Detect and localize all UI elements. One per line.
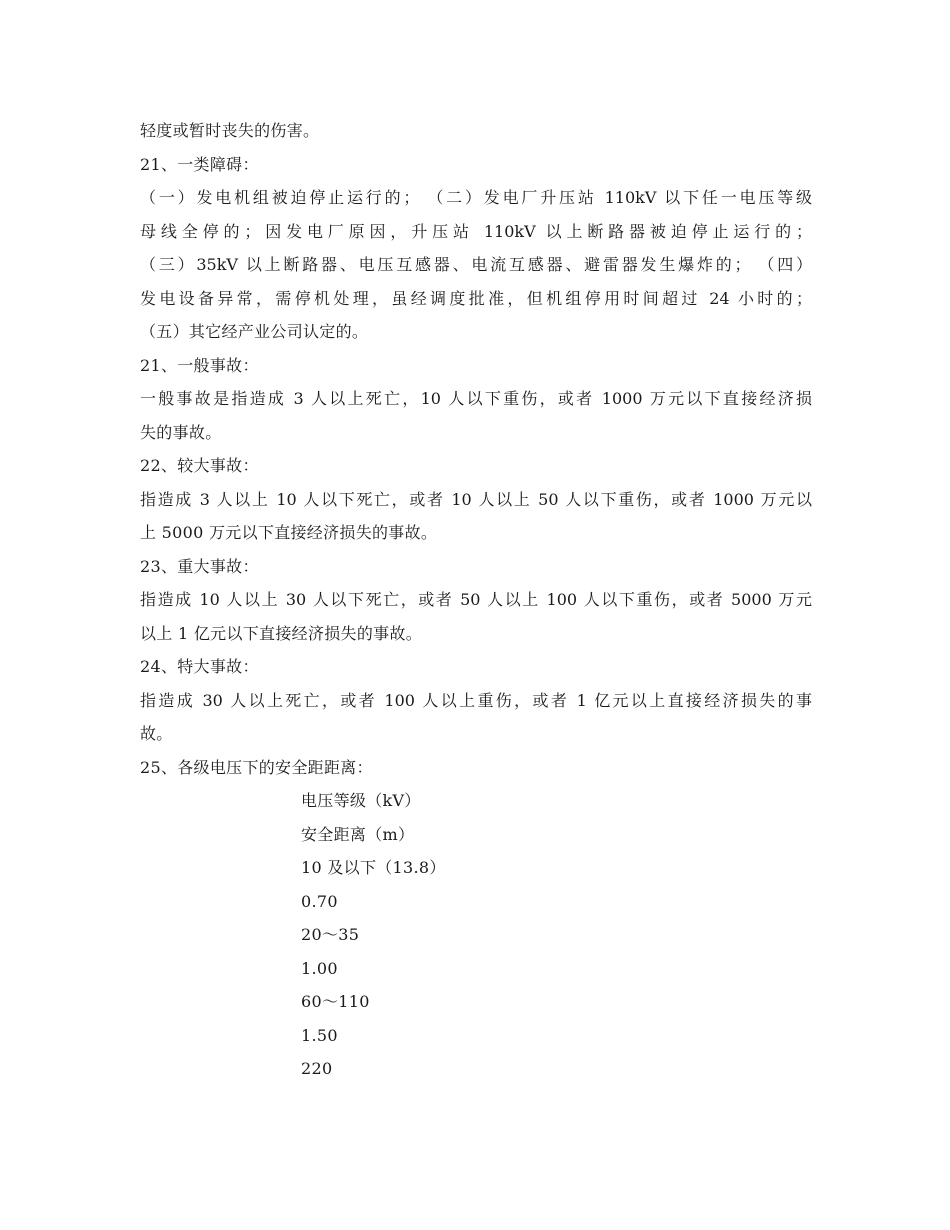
paragraph-line: 失的事故。 bbox=[140, 422, 222, 442]
section-heading: 22、较大事故： bbox=[140, 456, 259, 475]
section-heading: 21、一般事故： bbox=[140, 355, 259, 375]
paragraph-line: 一般事故是指造成 3 人以上死亡，10 人以下重伤，或者 1000 万元以下直接经济损 bbox=[140, 389, 812, 408]
section-heading: 24、特大事故： bbox=[140, 657, 259, 676]
paragraph-line: 以上 1 亿元以下直接经济损失的事故。 bbox=[140, 623, 423, 643]
paragraph-line: 发电设备异常，需停机处理，虽经调度批准，但机组停用时间超过 24 小时的； bbox=[140, 288, 812, 308]
paragraph-line: 故。 bbox=[140, 724, 173, 743]
table-cell: 60～110 bbox=[301, 992, 370, 1011]
paragraph-line: （三）35kV 以上断路器、电压互感器、电流互感器、避雷器发生爆炸的； （四） bbox=[140, 255, 812, 274]
paragraph-line: （一）发电机组被迫停止运行的； （二）发电厂升压站 110kV 以下任一电压等级 bbox=[140, 188, 812, 207]
table-cell: 220 bbox=[301, 1059, 333, 1078]
table-cell: 20～35 bbox=[301, 925, 360, 944]
paragraph-line: 上 5000 万元以下直接经济损失的事故。 bbox=[140, 523, 438, 542]
section-heading: 25、各级电压下的安全距距离： bbox=[140, 757, 373, 777]
paragraph-line: 指造成 30 人以上死亡，或者 100 人以上重伤，或者 1 亿元以上直接经济损失的事 bbox=[140, 690, 812, 710]
document-body bbox=[140, 114, 812, 1086]
table-cell: 0.70 bbox=[301, 891, 338, 911]
paragraph-line: 指造成 3 人以上 10 人以下死亡，或者 10 人以上 50 人以下重伤，或者 1000 万元以 bbox=[140, 489, 812, 509]
paragraph-line: 轻度或暂时丧失的伤害。 bbox=[140, 121, 320, 140]
paragraph-line: 指造成 10 人以上 30 人以下死亡，或者 50 人以上 100 人以下重伤，或者 5000 万元 bbox=[140, 590, 812, 609]
table-cell: 1.50 bbox=[301, 1025, 338, 1045]
safety-distance-table bbox=[140, 784, 812, 1086]
table-header-distance: 安全距离（m） bbox=[301, 824, 415, 844]
paragraph-line: 母线全停的；因发电厂原因，升压站 110kV 以上断路器被迫停止运行的； bbox=[140, 221, 812, 241]
paragraph-line: （五）其它经产业公司认定的。 bbox=[140, 322, 369, 341]
section-heading: 21、一类障碍： bbox=[140, 154, 259, 174]
section-heading: 23、重大事故： bbox=[140, 556, 259, 576]
table-header-voltage: 电压等级（kV） bbox=[301, 791, 421, 810]
table-cell: 1.00 bbox=[301, 958, 338, 978]
table-cell: 10 及以下（13.8） bbox=[301, 858, 446, 877]
